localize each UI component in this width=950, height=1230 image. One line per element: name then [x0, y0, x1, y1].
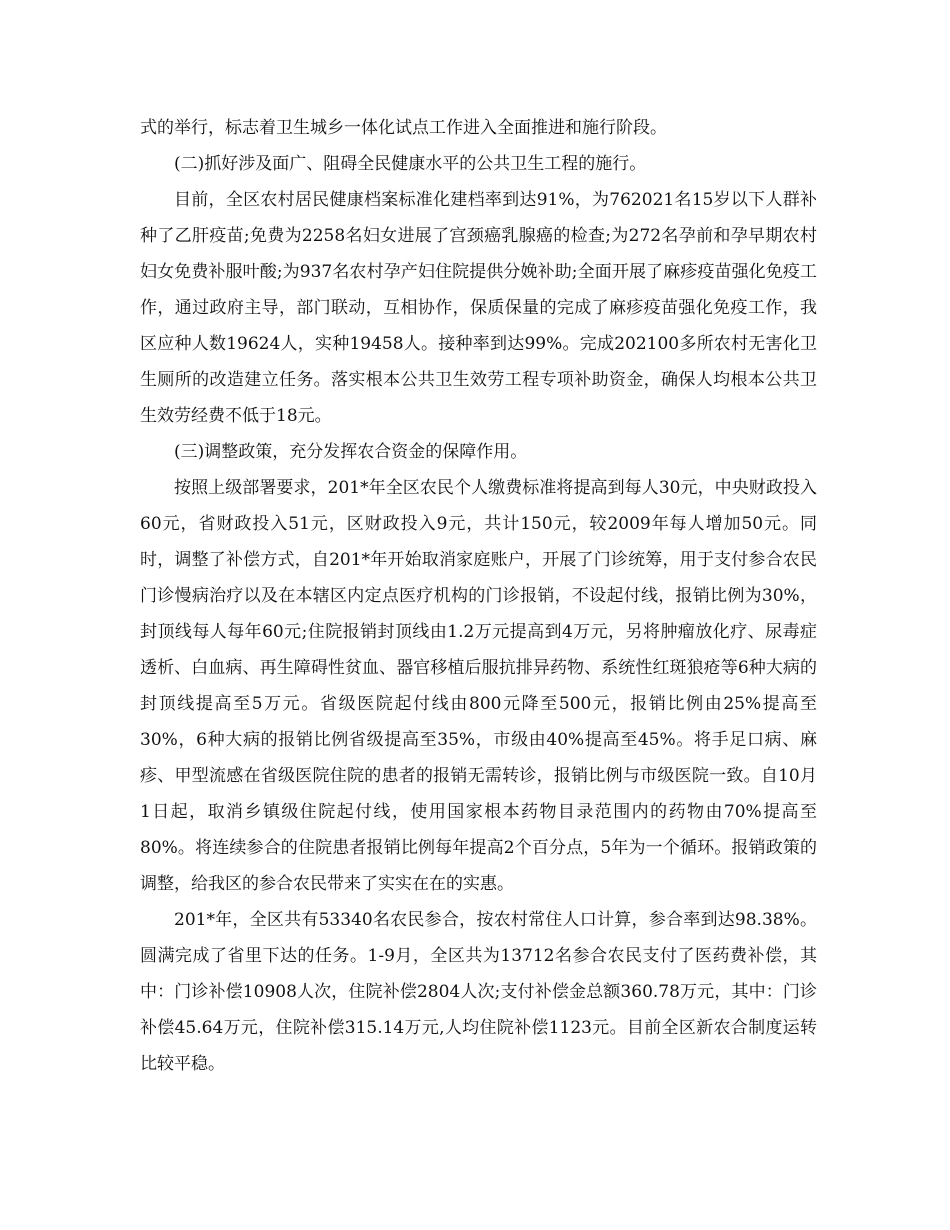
document-body — [140, 110, 817, 1082]
section-heading-2: (二)抓好涉及面广、阻碍全民健康水平的公共卫生工程的施行。 — [174, 154, 647, 174]
paragraph-participation-summary: 201*年，全区共有53340名农民参合，按农村常住人口计算，参合率到达98.38%。圆满完成了省里下达的任务。1-9月，全区共为13712名参合农民支付了医药费补偿，其中：门诊补偿10908人次，住院补偿2804人次;支付补偿金总额360.78万元，其中：门诊补偿45.64万元，住院补偿315.14万元,人均住院补偿1123元。目前全区新农合制度运转比较平稳。 — [140, 910, 817, 1074]
section-heading-3: (三)调整政策，充分发挥农合资金的保障作用。 — [174, 442, 528, 462]
paragraph-continuation: 式的举行，标志着卫生城乡一体化试点工作进入全面推进和施行阶段。 — [140, 118, 667, 138]
paragraph-policy-adjustment: 按照上级部署要求，201*年全区农民个人缴费标准将提高到每人30元，中央财政投入60元，省财政投入51元，区财政投入9元，共计150元，较2009年每人增加50元。同时，调整了补偿方式，自201*年开始取消家庭账户，开展了门诊统筹，用于支付参合农民门诊慢病治疗以及在本辖区内定点医疗机构的门诊报销，不设起付线，报销比例为30%，封顶线每人每年60元;住院报销封顶线由1.2万元提高到4万元，另将肿瘤放化疗、尿毒症透析、白血病、再生障碍性贫血、器官移植后服抗排异药物、系统性红斑狼疮等6种大病的封顶线提高至5万元。省级医院起付线由800元降至500元，报销比例由25%提高至30%，6种大病的报销比例省级提高至35%，市级由40%提高至45%。将手足口病、麻疹、甲型流感在省级医院住院的患者的报销无需转诊，报销比例与市级医院一致。自10月1日起，取消乡镇级住院起付线，使用国家根本药物目录范围内的药物由70%提高至80%。将连续参合的住院患者报销比例每年提高2个百分点，5年为一个循环。报销政策的调整，给我区的参合农民带来了实实在在的实惠。 — [140, 478, 817, 894]
paragraph-public-health: 目前，全区农村居民健康档案标准化建档率到达91%，为762021名15岁以下人群补种了乙肝疫苗;免费为2258名妇女进展了宫颈癌乳腺癌的检查;为272名孕前和孕早期农村妇女免费补服叶酸;为937名农村孕产妇住院提供分娩补助;全面开展了麻疹疫苗强化免疫工作，通过政府主导，部门联动，互相协作，保质保量的完成了麻疹疫苗强化免疫工作，我区应种人数19624人，实种19458人。接种率到达99%。完成202100多所农村无害化卫生厕所的改造建立任务。落实根本公共卫生效劳工程专项补助资金，确保人均根本公共卫生效劳经费不低于18元。 — [140, 190, 817, 426]
